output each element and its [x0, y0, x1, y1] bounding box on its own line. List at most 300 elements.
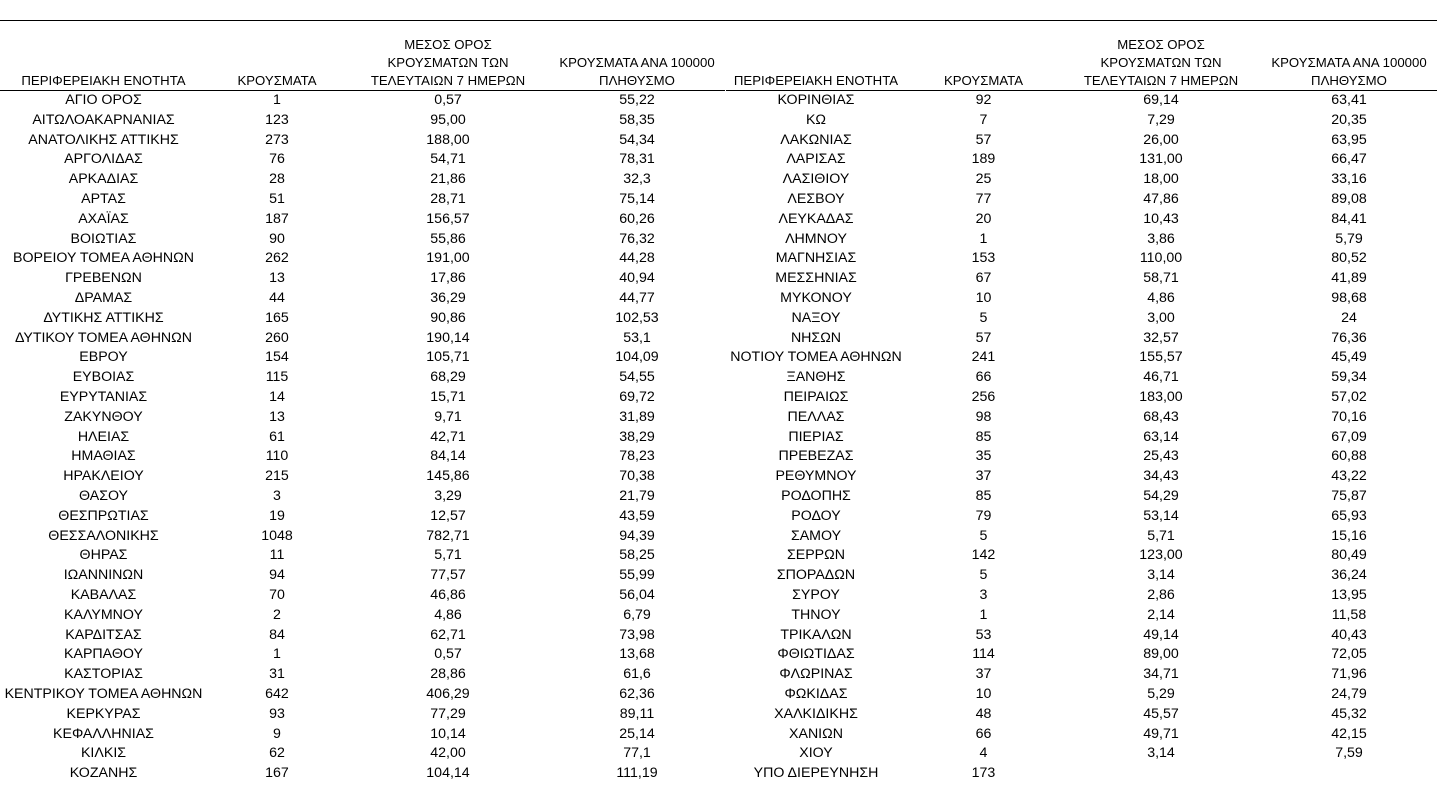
cell-cases: 25 — [975, 171, 992, 188]
cell-region: ΚΙΛΚΙΣ — [80, 745, 127, 762]
table-row — [726, 487, 1437, 507]
cell-7day-average: 34,43 — [1143, 468, 1179, 485]
cell-cases: 98 — [975, 408, 992, 425]
table-row — [0, 764, 725, 784]
cell-region: ΤΗΝΟΥ — [791, 606, 841, 623]
cell-per-100k: 69,72 — [619, 388, 655, 405]
cell-region: ΚΑΒΑΛΑΣ — [70, 586, 137, 603]
cell-per-100k: 7,59 — [1335, 745, 1363, 762]
cell-7day-average: 156,57 — [426, 210, 470, 227]
table-body-left — [0, 91, 725, 784]
cell-cases: 51 — [269, 190, 285, 207]
cell-per-100k: 13,68 — [619, 646, 655, 663]
cell-7day-average: 2,86 — [1147, 586, 1175, 603]
cell-per-100k: 62,36 — [619, 685, 655, 702]
table-row — [726, 705, 1437, 725]
cell-7day-average: 0,57 — [434, 646, 462, 663]
cell-7day-average: 25,43 — [1143, 448, 1179, 465]
cell-region: ΠΕΛΛΑΣ — [787, 408, 845, 425]
cell-cases: 1048 — [261, 527, 293, 544]
table-row — [726, 527, 1437, 547]
cell-cases: 123 — [265, 111, 289, 128]
cases-table-left — [0, 36, 725, 784]
cell-cases: 256 — [971, 388, 996, 405]
cell-cases: 48 — [975, 705, 992, 722]
cell-7day-average: 105,71 — [426, 349, 470, 366]
cell-7day-average: 89,00 — [1143, 646, 1179, 663]
cell-per-100k: 77,1 — [623, 745, 651, 762]
cell-7day-average: 63,14 — [1143, 428, 1179, 445]
cell-cases: 5 — [979, 527, 988, 544]
cell-7day-average: 18,00 — [1143, 171, 1179, 188]
cell-7day-average: 68,43 — [1143, 408, 1179, 425]
cell-7day-average: 17,86 — [430, 270, 466, 287]
cell-cases: 61 — [269, 428, 285, 445]
cell-7day-average: 104,14 — [426, 765, 470, 782]
cell-7day-average: 47,86 — [1143, 190, 1179, 207]
cell-cases: 5 — [979, 567, 988, 584]
cell-cases: 187 — [265, 210, 289, 227]
cell-cases: 28 — [269, 171, 285, 188]
cell-per-100k: 63,95 — [1331, 131, 1367, 148]
cell-7day-average: 190,14 — [426, 329, 470, 346]
cell-region: ΑΡΚΑΔΙΑΣ — [68, 171, 139, 188]
cell-7day-average: 183,00 — [1139, 388, 1183, 405]
cell-7day-average: 3,29 — [434, 487, 462, 504]
cell-7day-average: 7,29 — [1147, 111, 1175, 128]
table-row — [0, 744, 725, 764]
cell-7day-average: 3,14 — [1147, 567, 1175, 584]
cell-per-100k: 70,38 — [619, 468, 655, 485]
cell-per-100k: 32,3 — [623, 171, 651, 188]
cell-region: ΔΡΑΜΑΣ — [74, 289, 133, 306]
cell-per-100k: 73,98 — [619, 626, 655, 643]
cell-per-100k: 40,94 — [619, 270, 655, 287]
cell-per-100k: 56,04 — [619, 586, 655, 603]
cell-cases: 260 — [265, 329, 289, 346]
cell-cases: 110 — [265, 448, 289, 465]
cell-cases: 142 — [971, 547, 996, 564]
cell-7day-average: 9,71 — [434, 408, 462, 425]
cell-region: ΛΑΚΩΝΙΑΣ — [780, 131, 852, 148]
cell-region: ΧΑΛΚΙΔΙΚΗΣ — [774, 705, 858, 722]
table-row — [726, 111, 1437, 131]
cell-per-100k: 33,16 — [1331, 171, 1367, 188]
table-row — [726, 230, 1437, 250]
cell-region: ΑΝΑΤΟΛΙΚΗΣ ΑΤΤΙΚΗΣ — [28, 131, 179, 148]
cell-7day-average: 5,29 — [1147, 685, 1175, 702]
table-row — [726, 744, 1437, 764]
cell-7day-average: 32,57 — [1143, 329, 1179, 346]
cell-cases: 84 — [269, 626, 285, 643]
cell-7day-average: 2,14 — [1147, 606, 1175, 623]
cell-per-100k: 111,19 — [616, 765, 658, 782]
cell-region: ΘΑΣΟΥ — [78, 487, 129, 504]
cell-cases: 10 — [975, 685, 992, 702]
table-row — [726, 269, 1437, 289]
table-row — [726, 289, 1437, 309]
cell-7day-average: 69,14 — [1143, 92, 1179, 108]
cell-per-100k: 15,16 — [1331, 527, 1367, 544]
cell-per-100k: 67,09 — [1331, 428, 1367, 445]
cell-per-100k: 57,02 — [1331, 388, 1367, 405]
table-row — [0, 210, 725, 230]
cell-7day-average: 21,86 — [430, 171, 466, 188]
cell-per-100k: 60,26 — [619, 210, 655, 227]
cell-region: ΝΑΞΟΥ — [791, 309, 841, 326]
cell-cases: 90 — [269, 230, 285, 247]
table-row — [0, 111, 725, 131]
cell-region: ΧΙΟΥ — [799, 745, 833, 762]
cell-cases: 77 — [975, 190, 992, 207]
cell-region: ΚΩ — [805, 111, 827, 128]
cell-per-100k: 5,79 — [1335, 230, 1363, 247]
header-line: ΠΛΗΘΥΣΜΟ — [1311, 73, 1387, 88]
cell-cases: 11 — [269, 547, 285, 564]
header-per-100k — [1261, 36, 1437, 91]
cell-cases: 642 — [265, 685, 289, 702]
cell-per-100k: 102,53 — [615, 309, 659, 326]
table-row — [0, 685, 725, 705]
cell-7day-average: 46,71 — [1143, 369, 1179, 386]
cell-region: ΧΑΝΙΩΝ — [789, 725, 843, 742]
cell-region: ΔΥΤΙΚΗΣ ΑΤΤΙΚΗΣ — [43, 309, 164, 326]
table-row — [726, 150, 1437, 170]
cell-cases: 57 — [975, 131, 992, 148]
cell-cases: 13 — [269, 408, 285, 425]
cell-region: ΠΡΕΒΕΖΑΣ — [778, 448, 854, 465]
cell-region: ΗΡΑΚΛΕΙΟΥ — [63, 468, 144, 485]
table-row — [0, 131, 725, 151]
table-row — [0, 487, 725, 507]
table-row — [726, 190, 1437, 210]
table-row — [0, 170, 725, 190]
cell-per-100k: 43,22 — [1331, 468, 1367, 485]
cell-cases: 1 — [979, 230, 988, 247]
cell-7day-average: 155,57 — [1139, 349, 1183, 366]
cell-per-100k: 45,32 — [1331, 705, 1367, 722]
table-row — [726, 428, 1437, 448]
cell-cases: 66 — [975, 369, 992, 386]
header-cases: ΚΡΟΥΣΜΑΤΑ — [207, 36, 347, 91]
cell-region: ΒΟΙΩΤΙΑΣ — [70, 230, 137, 247]
cell-per-100k: 59,34 — [1331, 369, 1367, 386]
cell-cases: 10 — [975, 289, 992, 306]
header-line: ΤΕΛΕΥΤΑΙΩΝ 7 ΗΜΕΡΩΝ — [1083, 73, 1239, 88]
cell-per-100k: 76,36 — [1331, 329, 1367, 346]
cell-7day-average: 54,71 — [430, 151, 466, 168]
cell-cases: 53 — [975, 626, 992, 643]
cell-7day-average: 3,00 — [1147, 309, 1175, 326]
cell-cases: 85 — [975, 487, 992, 504]
cell-region: ΤΡΙΚΑΛΩΝ — [780, 626, 852, 643]
cell-cases: 262 — [265, 250, 289, 267]
cell-7day-average: 42,71 — [430, 428, 466, 445]
table-row — [0, 566, 725, 586]
table-row — [726, 210, 1437, 230]
header-7day-average — [1061, 36, 1261, 91]
table-body-right — [726, 91, 1437, 784]
cell-region: ΡΟΔΟΠΗΣ — [781, 487, 851, 504]
cell-region: ΑΧΑΪΑΣ — [78, 210, 129, 227]
header-line: ΚΡΟΥΣΜΑΤΑ ΑΝΑ 100000 — [1271, 55, 1427, 70]
cell-per-100k: 43,59 — [619, 507, 655, 524]
table-row — [0, 665, 725, 685]
cell-7day-average: 45,57 — [1143, 705, 1179, 722]
header-7day-average — [347, 36, 549, 91]
cell-7day-average: 3,86 — [1147, 230, 1175, 247]
cell-per-100k: 71,96 — [1331, 666, 1367, 683]
cell-cases: 153 — [971, 250, 996, 267]
cell-per-100k — [1261, 764, 1437, 784]
cell-per-100k: 11,58 — [1331, 606, 1367, 623]
cell-region: ΝΗΣΩΝ — [790, 329, 842, 346]
table-row — [0, 546, 725, 566]
cell-cases: 44 — [269, 289, 285, 306]
cell-per-100k: 54,34 — [619, 131, 655, 148]
cell-cases: 20 — [975, 210, 992, 227]
cell-7day-average: 4,86 — [434, 606, 462, 623]
table-row — [0, 230, 725, 250]
cell-region: ΦΘΙΩΤΙΔΑΣ — [777, 646, 855, 663]
cell-7day-average: 5,71 — [434, 547, 462, 564]
cell-per-100k: 89,08 — [1331, 190, 1367, 207]
cell-region: ΓΡΕΒΕΝΩΝ — [65, 270, 142, 287]
cell-region: ΗΛΕΙΑΣ — [77, 428, 130, 445]
cell-7day-average: 26,00 — [1143, 131, 1179, 148]
cell-region: ΚΕΝΤΡΙΚΟΥ ΤΟΜΕΑ ΑΘΗΝΩΝ — [4, 685, 203, 702]
cell-cases: 70 — [269, 586, 285, 603]
table-row — [0, 388, 725, 408]
cell-cases: 1 — [273, 92, 281, 108]
cell-region: ΣΑΜΟΥ — [790, 527, 842, 544]
cell-cases: 241 — [971, 349, 996, 366]
table-row — [726, 408, 1437, 428]
cell-per-100k: 24,79 — [1331, 685, 1367, 702]
cell-7day-average: 131,00 — [1139, 151, 1183, 168]
cell-region: ΕΒΡΟΥ — [79, 349, 128, 366]
cell-per-100k: 89,11 — [619, 705, 655, 722]
cell-cases: 92 — [975, 92, 992, 108]
cell-region: ΚΟΡΙΝΘΙΑΣ — [777, 92, 855, 108]
table-row — [0, 467, 725, 487]
table-row — [726, 626, 1437, 646]
cell-7day-average: 110,00 — [1139, 250, 1183, 267]
cell-region: ΑΡΤΑΣ — [81, 190, 126, 207]
table-row — [726, 645, 1437, 665]
table-row — [0, 289, 725, 309]
table-row — [726, 566, 1437, 586]
cell-per-100k: 13,95 — [1331, 586, 1367, 603]
cell-region: ΖΑΚΥΝΘΟΥ — [64, 408, 143, 425]
cell-per-100k: 6,79 — [623, 606, 651, 623]
cell-cases: 79 — [975, 507, 992, 524]
cell-region: ΑΓΙΟ ΟΡΟΣ — [65, 92, 142, 108]
cell-7day-average: 28,86 — [430, 666, 466, 683]
cell-region: ΚΑΛΥΜΝΟΥ — [64, 606, 143, 623]
cell-per-100k: 55,99 — [619, 567, 655, 584]
table-row — [726, 546, 1437, 566]
cell-region: ΡΟΔΟΥ — [791, 507, 841, 524]
header-line: ΚΡΟΥΣΜΑΤΩΝ ΤΩΝ — [387, 55, 509, 70]
cell-cases: 93 — [269, 705, 285, 722]
cell-7day-average: 12,57 — [430, 507, 466, 524]
cell-per-100k: 66,47 — [1331, 151, 1367, 168]
cell-7day-average: 42,00 — [430, 745, 466, 762]
cell-7day-average: 84,14 — [430, 448, 466, 465]
cell-7day-average: 58,71 — [1143, 270, 1179, 287]
cell-per-100k: 65,93 — [1331, 507, 1367, 524]
cell-per-100k: 41,89 — [1331, 270, 1367, 287]
cell-region: ΛΑΣΙΘΙΟΥ — [782, 171, 850, 188]
cell-region: ΣΠΟΡΑΔΩΝ — [776, 567, 856, 584]
cell-7day-average: 123,00 — [1139, 547, 1183, 564]
cell-cases: 273 — [265, 131, 289, 148]
cell-cases: 37 — [975, 468, 992, 485]
cell-cases: 31 — [269, 666, 285, 683]
table-row — [0, 91, 725, 111]
table-row — [0, 348, 725, 368]
cell-region: ΑΙΤΩΛΟΑΚΑΡΝΑΝΙΑΣ — [32, 111, 175, 128]
cell-7day-average: 49,71 — [1143, 725, 1179, 742]
cell-7day-average: 145,86 — [426, 468, 470, 485]
cell-region: ΘΕΣΠΡΩΤΙΑΣ — [58, 507, 149, 524]
cell-cases: 19 — [269, 507, 285, 524]
cell-cases: 115 — [265, 369, 289, 386]
table-row — [726, 447, 1437, 467]
cell-7day-average: 53,14 — [1143, 507, 1179, 524]
cell-region: ΚΕΦΑΛΛΗΝΙΑΣ — [53, 725, 154, 742]
cell-per-100k: 44,77 — [619, 289, 655, 306]
cell-7day-average: 10,14 — [430, 725, 466, 742]
cell-per-100k: 80,49 — [1331, 547, 1367, 564]
table-row — [0, 329, 725, 349]
cell-region: ΚΑΡΠΑΘΟΥ — [64, 646, 143, 663]
cell-7day-average: 191,00 — [426, 250, 470, 267]
table-row — [0, 447, 725, 467]
table-row — [0, 606, 725, 626]
cell-per-100k: 38,29 — [619, 428, 655, 445]
table-row — [726, 467, 1437, 487]
cell-cases: 4 — [979, 745, 988, 762]
cell-7day-average: 68,29 — [430, 369, 466, 386]
header-line: ΤΕΛΕΥΤΑΙΩΝ 7 ΗΜΕΡΩΝ — [370, 73, 526, 88]
cell-cases: 1 — [273, 646, 281, 663]
cell-region: ΚΑΣΤΟΡΙΑΣ — [64, 666, 143, 683]
cell-region: ΕΥΒΟΙΑΣ — [72, 369, 135, 386]
table-row — [0, 309, 725, 329]
cell-cases: 7 — [979, 111, 988, 128]
cell-region: ΝΟΤΙΟΥ ΤΟΜΕΑ ΑΘΗΝΩΝ — [730, 349, 902, 366]
cell-cases: 5 — [979, 309, 988, 326]
table-row — [0, 150, 725, 170]
cell-cases: 76 — [269, 151, 285, 168]
cell-cases: 114 — [972, 646, 995, 663]
cell-7day-average: 46,86 — [430, 586, 466, 603]
cell-cases: 13 — [269, 270, 285, 287]
header-cases: ΚΡΟΥΣΜΑΤΑ — [906, 36, 1061, 91]
cell-cases: 167 — [265, 765, 289, 782]
cell-7day-average: 3,14 — [1147, 745, 1175, 762]
top-rule — [0, 20, 1437, 21]
cell-per-100k: 55,22 — [619, 92, 655, 108]
cell-per-100k: 104,09 — [615, 349, 659, 366]
table-row — [0, 527, 725, 547]
cell-7day-average: 77,57 — [430, 567, 466, 584]
cell-region: ΚΕΡΚΥΡΑΣ — [66, 705, 141, 722]
cell-per-100k: 31,89 — [619, 408, 655, 425]
cell-per-100k: 40,43 — [1331, 626, 1367, 643]
cell-7day-average: 77,29 — [430, 705, 466, 722]
cell-region: ΜΥΚΟΝΟΥ — [780, 289, 852, 306]
header-region: ΠΕΡΙΦΕΡΕΙΑΚΗ ΕΝΟΤΗΤΑ — [0, 36, 207, 91]
cell-per-100k: 78,23 — [619, 448, 655, 465]
cell-cases: 189 — [971, 151, 996, 168]
table-row — [726, 507, 1437, 527]
cell-7day-average: 5,71 — [1147, 527, 1175, 544]
cell-7day-average: 15,71 — [430, 388, 466, 405]
header-line: ΚΡΟΥΣΜΑΤΑ ΑΝΑ 100000 — [559, 55, 715, 70]
cell-cases: 165 — [265, 309, 289, 326]
cell-7day-average: 36,29 — [430, 289, 466, 306]
cell-7day-average: 188,00 — [426, 131, 470, 148]
cell-region: ΘΗΡΑΣ — [79, 547, 128, 564]
table-row — [726, 586, 1437, 606]
cell-per-100k: 53,1 — [623, 329, 651, 346]
table-row — [726, 170, 1437, 190]
cell-region: ΜΕΣΣΗΝΙΑΣ — [775, 270, 857, 287]
table-row — [726, 685, 1437, 705]
table-row — [726, 368, 1437, 388]
table-row — [726, 91, 1437, 111]
header-line: ΜΕΣΟΣ ΟΡΟΣ — [1117, 37, 1205, 52]
table-row — [0, 645, 725, 665]
cell-per-100k: 42,15 — [1331, 725, 1367, 742]
cell-cases: 14 — [269, 388, 285, 405]
table-row — [726, 309, 1437, 329]
cell-region: ΛΕΣΒΟΥ — [787, 190, 845, 207]
cell-per-100k: 21,79 — [619, 487, 655, 504]
cell-region: ΘΕΣΣΑΛΟΝΙΚΗΣ — [48, 527, 159, 544]
table-row — [0, 368, 725, 388]
cell-cases: 3 — [273, 487, 281, 504]
cell-7day-average: 54,29 — [1143, 487, 1179, 504]
cell-region: ΣΕΡΡΩΝ — [786, 547, 845, 564]
cell-cases: 62 — [269, 745, 285, 762]
cell-cases: 9 — [273, 725, 281, 742]
cell-7day-average: 0,57 — [434, 92, 462, 108]
table-row — [0, 705, 725, 725]
cell-per-100k: 54,55 — [619, 369, 655, 386]
table-row — [726, 249, 1437, 269]
cell-region: ΚΟΖΑΝΗΣ — [69, 765, 138, 782]
cell-per-100k: 61,6 — [623, 666, 651, 683]
cell-per-100k: 44,28 — [619, 250, 655, 267]
header-line: ΜΕΣΟΣ ΟΡΟΣ — [404, 37, 492, 52]
cell-per-100k: 58,35 — [619, 111, 655, 128]
cell-cases: 57 — [975, 329, 992, 346]
cell-per-100k: 72,05 — [1331, 646, 1367, 663]
cell-region: ΥΠΟ ΔΙΕΡΕΥΝΗΣΗ — [753, 765, 879, 782]
cell-region: ΦΛΩΡΙΝΑΣ — [779, 666, 853, 683]
cell-per-100k: 75,14 — [619, 190, 655, 207]
cell-per-100k: 60,88 — [1331, 448, 1367, 465]
cell-7day-average: 90,86 — [430, 309, 466, 326]
table-row — [0, 249, 725, 269]
header-row — [726, 36, 1437, 91]
header-line: ΚΡΟΥΣΜΑΤΩΝ ΤΩΝ — [1100, 55, 1222, 70]
cell-cases: 154 — [265, 349, 289, 366]
